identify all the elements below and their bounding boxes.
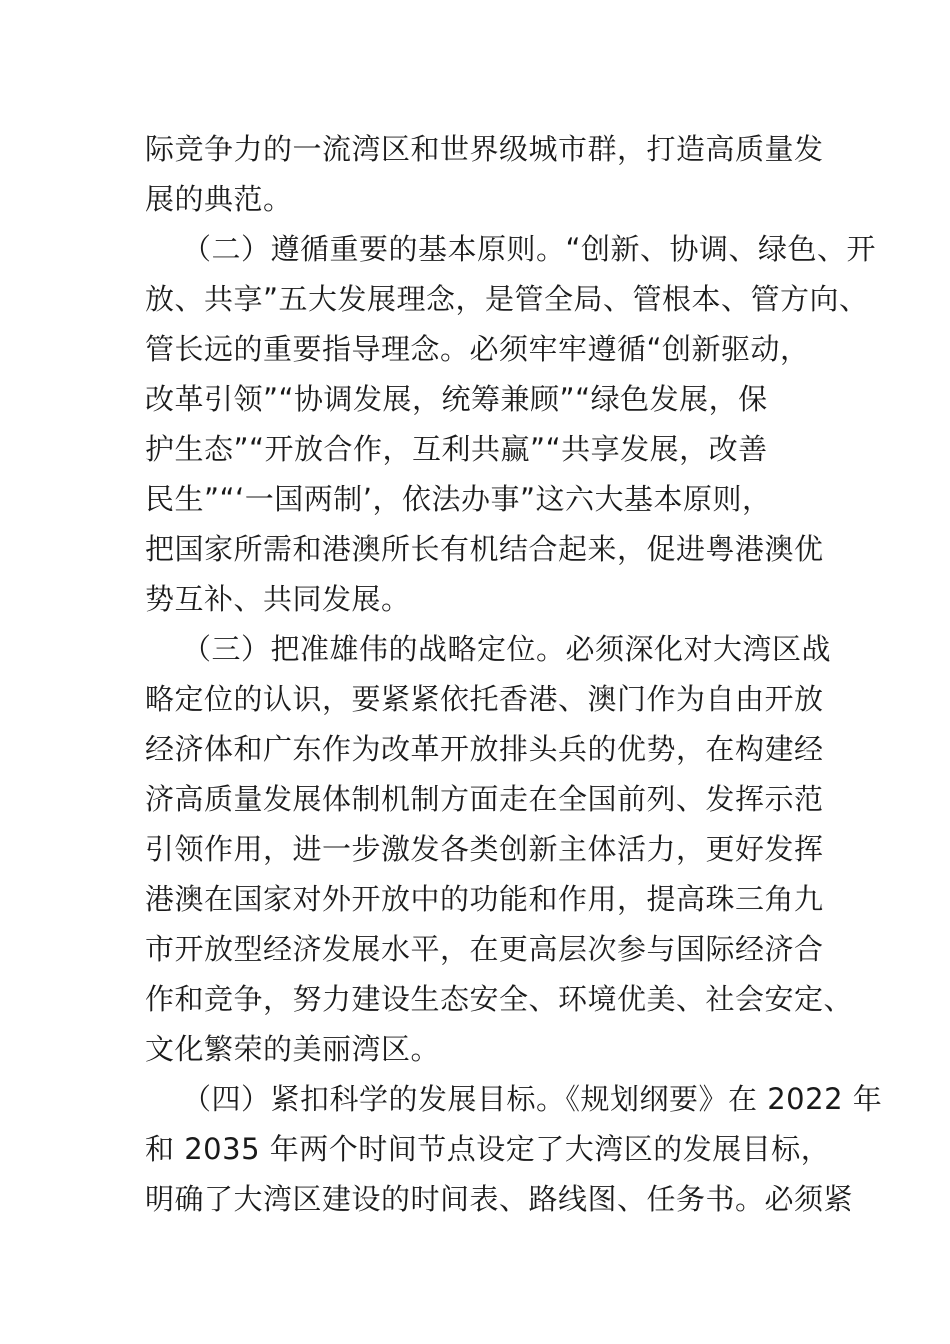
text-line: 经济体和广东作为改革开放排头兵的优势，在构建经: [145, 732, 824, 766]
text-line: 改革引领”“协调发展，统筹兼顾”“绿色发展，保: [145, 382, 768, 416]
text-line: 港澳在国家对外开放中的功能和作用，提高珠三角九: [145, 882, 824, 916]
text-line: 济高质量发展体制机制方面走在全国前列、发挥示范: [145, 782, 824, 816]
text-line: 管长远的重要指导理念。必须牢牢遵循“创新驱动，: [145, 332, 810, 366]
text-line: 势互补、共同发展。: [145, 582, 411, 616]
text-line: 际竞争力的一流湾区和世界级城市群，打造高质量发: [145, 132, 824, 166]
text-line: 明确了大湾区建设的时间表、路线图、任务书。必须紧: [145, 1182, 854, 1216]
text-line: 民生”“‘一国两制’，依法办事”这六大基本原则，: [145, 482, 772, 516]
document-body: [145, 124, 883, 1224]
text-line: 引领作用，进一步激发各类创新主体活力，更好发挥: [145, 832, 824, 866]
text-line: 和 2035 年两个时间节点设定了大湾区的发展目标，: [145, 1132, 831, 1166]
text-line: 放、共享”五大发展理念，是管全局、管根本、管方向、: [145, 282, 869, 316]
paragraph-heading-3: （三）把准雄伟的战略定位。必须深化对大湾区战: [182, 632, 832, 666]
paragraph-heading-4: （四）紧扣科学的发展目标。《规划纲要》在 2022 年: [182, 1082, 883, 1116]
text-line: 略定位的认识，要紧紧依托香港、澳门作为自由开放: [145, 682, 824, 716]
text-line: 市开放型经济发展水平，在更高层次参与国际经济合: [145, 932, 824, 966]
paragraph-heading-2: （二）遵循重要的基本原则。“创新、协调、绿色、开: [182, 232, 877, 266]
text-line: 护生态”“开放合作，互利共赢”“共享发展，改善: [145, 432, 768, 466]
text-line: 作和竞争，努力建设生态安全、环境优美、社会安定、: [145, 982, 854, 1016]
text-line: 展的典范。: [145, 182, 293, 216]
text-line: 把国家所需和港澳所长有机结合起来，促进粤港澳优: [145, 532, 824, 566]
text-line: 文化繁荣的美丽湾区。: [145, 1032, 441, 1066]
